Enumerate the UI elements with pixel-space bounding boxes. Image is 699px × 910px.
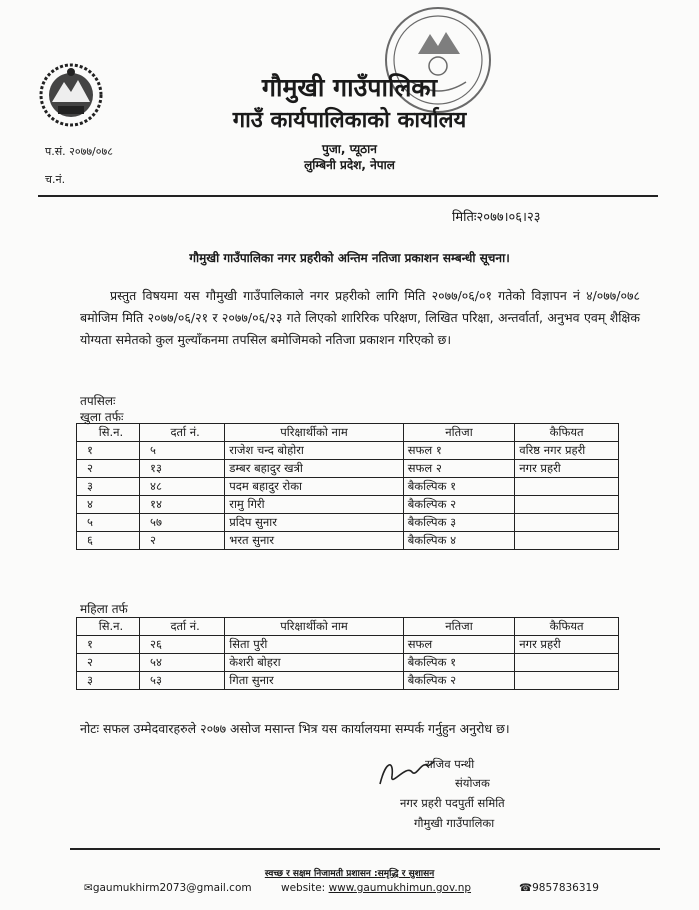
cell-name: पदम बहादुर रोका [225,478,403,496]
col-header-sn: सि.न. [77,424,140,442]
cell-name: सिता पुरी [225,636,403,654]
cell-result: बैकल्पिक २ [403,496,514,514]
cell-remarks [515,672,619,690]
cell-result: बैकल्पिक १ [403,478,514,496]
cell-sn: ५ [77,514,140,532]
table-row [77,672,619,690]
col-header-result: नतिजा [403,424,514,442]
footer-email[interactable] [84,882,252,894]
footer-slogan: स्वच्छ र सक्षम निजामती प्रशासन :समृद्धि र सुशासन [264,869,435,879]
women-section-label: महिला तर्फ [80,602,128,616]
col-header-remarks: कैफियत [515,424,619,442]
cell-result: सफल [403,636,514,654]
cell-reg: २६ [139,636,224,654]
table-row [77,636,619,654]
open-section-label: खुला तर्फः [80,410,124,424]
cell-reg: ५ [139,442,224,460]
table-row [77,478,619,496]
phone-icon: ☎ [519,882,533,894]
office-name: गाउँ कार्यपालिकाको कार्यालय [232,108,467,133]
cell-name: केशरी बोहरा [225,654,403,672]
cell-result: बैकल्पिक ३ [403,514,514,532]
table-row [77,496,619,514]
signatory-org: गौमुखी गाउँपालिका [414,816,495,830]
cell-reg: ५७ [139,514,224,532]
table-row [77,460,619,478]
cell-remarks [515,514,619,532]
cell-result: सफल २ [403,460,514,478]
col-header-reg: दर्ता नं. [139,618,224,636]
cell-name: गिता सुनार [225,672,403,690]
location-line-2: लुम्बिनी प्रदेश, नेपाल [304,158,395,172]
cell-reg: ४८ [139,478,224,496]
women-results-table [76,617,619,690]
cell-remarks: नगर प्रहरी [515,636,619,654]
col-header-result: नतिजा [403,618,514,636]
table-row [77,654,619,672]
body-paragraph: प्रस्तुत विषयमा यस गौमुखी गाउँपालिकाले नगर प्रहरीको लागि मिति २०७७/०६/०१ गतेको विज्ञापन नं ४/०७७/०७८ बमोजिम मिति २०७७/०६/२१ र २०७७/०६/२३ गते लिएको शारिरिक परिक्षण, लिखित परिक्षा, अन्तर्वार्ता, अनुभव एवम् शैक्षिक योग्यता समेतको कुल मुल्याँकनमा तपसिल बमोजिमको नतिजा प्रकाशन गरिएको छ। [80,288,640,347]
col-header-sn: सि.न. [77,618,140,636]
cell-sn: ६ [77,532,140,550]
phone-text: 9857836319 [532,882,599,894]
cell-remarks: नगर प्रहरी [515,460,619,478]
signatory-role: संयोजक [455,776,490,790]
cell-result: बैकल्पिक २ [403,672,514,690]
cell-sn: २ [77,460,140,478]
cell-name: डम्बर बहादुर खत्री [225,460,403,478]
header-divider [38,195,658,197]
cell-result: सफल १ [403,442,514,460]
cell-sn: ४ [77,496,140,514]
cell-name: राजेश चन्द बोहोरा [225,442,403,460]
cell-reg: ५४ [139,654,224,672]
cell-sn: ३ [77,478,140,496]
cell-name: रामु गिरी [225,496,403,514]
email-text: gaumukhirm2073@gmail.com [92,882,252,894]
cell-reg: ५३ [139,672,224,690]
website-label: website: [281,882,329,894]
reference-number: प.सं. २०७७/०७८ [45,145,113,158]
cell-sn: १ [77,636,140,654]
website-link[interactable]: www.gaumukhimun.gov.np [328,882,472,894]
col-header-name: परिक्षार्थीको नाम [225,424,403,442]
tapasil-label: तपसिलः [80,394,116,408]
org-name: गौमुखी गाउँपालिका [261,73,438,102]
cell-reg: २ [139,532,224,550]
cell-remarks [515,654,619,672]
signatory-name: राजिव पन्थी [425,757,475,771]
cell-remarks [515,532,619,550]
open-results-table [76,423,619,550]
footer-phone [519,882,599,894]
col-header-name: परिक्षार्थीको नाम [225,618,403,636]
cell-reg: १४ [139,496,224,514]
table-row [77,514,619,532]
signatory-committee: नगर प्रहरी पदपुर्ती समिति [400,796,505,810]
cell-result: बैकल्पिक १ [403,654,514,672]
table-row [77,532,619,550]
footer-website[interactable] [281,882,471,894]
cell-result: बैकल्पिक ४ [403,532,514,550]
table-header-row [77,424,619,442]
cell-sn: १ [77,442,140,460]
cell-remarks [515,478,619,496]
cell-reg: १३ [139,460,224,478]
envelope-icon: ✉ [84,882,93,894]
cell-remarks [515,496,619,514]
col-header-remarks: कैफियत [515,618,619,636]
table-header-row [77,618,619,636]
cell-sn: ३ [77,672,140,690]
letter-date: मितिः२०७७।०६।२३ [452,210,541,225]
footer-divider [70,848,660,850]
col-header-reg: दर्ता नं. [139,424,224,442]
dispatch-number: च.नं. [45,173,66,186]
cell-name: प्रदिप सुनार [225,514,403,532]
table-row [77,442,619,460]
location-line-1: पुजा, प्यूठान [322,142,377,156]
cell-name: भरत सुनार [225,532,403,550]
subject-line: गौमुखी गाउँपालिका नगर प्रहरीको अन्तिम नतिजा प्रकाशन सम्बन्धी सूचना। [189,251,510,265]
notice-note: नोटः सफल उम्मेदवारहरुले २०७७ असोज मसान्त भित्र यस कार्यालयमा सम्पर्क गर्नुहुन अनुरोध छ। [80,721,510,736]
cell-remarks: वरिष्ठ नगर प्रहरी [515,442,619,460]
cell-sn: २ [77,654,140,672]
